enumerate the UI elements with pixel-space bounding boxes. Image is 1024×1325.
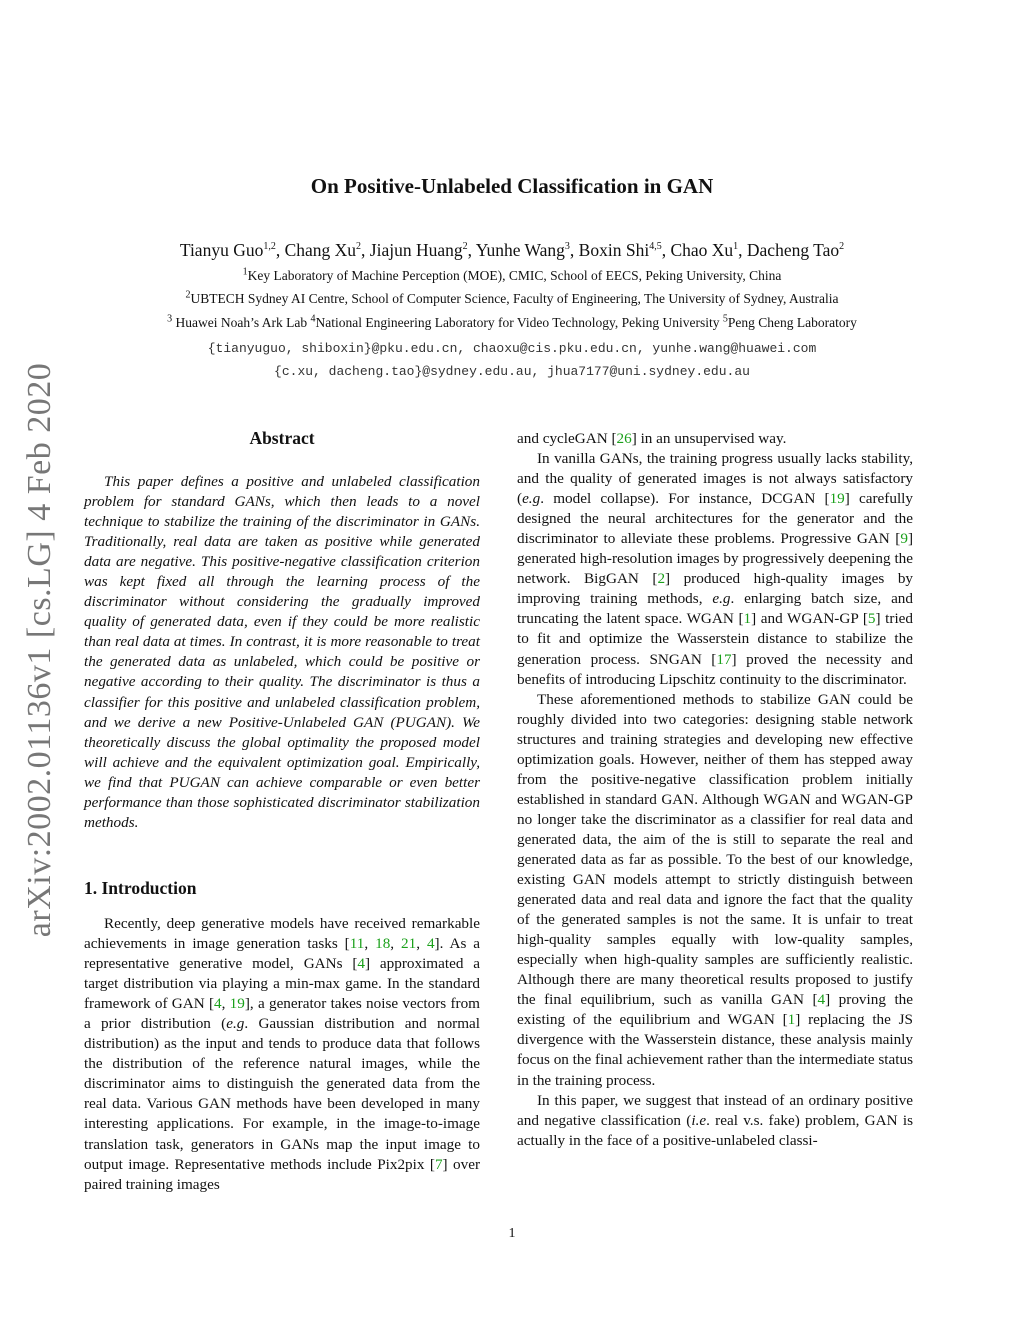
right-column xyxy=(517,429,913,1151)
citation-link[interactable]: 11 xyxy=(349,935,365,953)
citation-link[interactable]: 2 xyxy=(657,570,666,588)
body-text: , xyxy=(390,935,402,953)
section-heading-introduction: 1. Introduction xyxy=(84,878,197,898)
body-text: ]. As a representative generative model, GANs [ xyxy=(84,935,481,973)
abstract-heading: Abstract xyxy=(249,428,315,448)
author-name: Boxin Shi xyxy=(578,240,650,260)
author-separator: , xyxy=(569,240,579,260)
author-separator: , xyxy=(361,240,370,260)
citation-link[interactable]: 21 xyxy=(401,935,417,953)
body-text: ] tried to fit and optimize the Wasserstein distance to stabilize the generation process. SNGAN [ xyxy=(517,610,913,668)
citation-link[interactable]: 1 xyxy=(743,610,752,628)
body-text: . enlarging batch size, and truncating the latent space. WGAN [ xyxy=(517,590,913,628)
body-text: In this paper, we suggest that instead of an ordinary positive and negative classification ( xyxy=(517,1091,913,1129)
author-affiliation-mark: 3 xyxy=(564,241,570,253)
body-text: . model collapse). For instance, DCGAN [ xyxy=(540,490,830,508)
intro-paragraph-1 xyxy=(84,914,480,1195)
citation-link[interactable]: 4 xyxy=(214,995,222,1013)
body-text: ] and WGAN-GP [ xyxy=(751,610,868,628)
author-affiliation-mark: 2 xyxy=(839,241,845,253)
author-list xyxy=(0,240,1024,261)
citation-link[interactable]: 4 xyxy=(426,935,435,953)
author-name: Dacheng Tao xyxy=(746,240,840,260)
body-text: Recently, deep generative models have received remarkable achievements in image generation tasks [ xyxy=(84,915,480,953)
body-text: and cycleGAN [ xyxy=(517,430,617,447)
author-separator: , xyxy=(275,240,285,260)
body-text: ] approximated a target distribution via playing a min-max game. In the standard framework of GAN [ xyxy=(84,955,480,1013)
affiliation-1: $^1$Key Laboratory of Machine Perception (MOE), CMIC, School of EECS, Peking University, China xyxy=(242,266,782,283)
italic-text: e.g xyxy=(522,490,541,508)
body-text: ] carefully designed the neural architectures for the generator and the discriminator to alleviate these problems. Progressive GAN [ xyxy=(517,490,913,548)
citation-link[interactable]: 17 xyxy=(716,650,732,668)
author-name: Chao Xu xyxy=(670,240,734,260)
body-text: In vanilla GANs, the training progress usually lacks stability, and the quality of generated images is not always satisfactory ( xyxy=(517,450,913,508)
citation-link[interactable]: 4 xyxy=(357,955,366,973)
body-text: ] over paired training images xyxy=(84,1155,481,1193)
citation-link[interactable]: 5 xyxy=(867,610,876,628)
affiliation-2: $^2$UBTECH Sydney AI Centre, School of Computer Science, Faculty of Engineering, The University of Sydney, Australia xyxy=(185,289,839,306)
email-line-2: {c.xu, dacheng.tao}@sydney.edu.au, jhua7177@uni.sydney.edu.au xyxy=(274,364,750,379)
paper-title: On Positive-Unlabeled Classification in GAN xyxy=(310,174,714,198)
body-text: , xyxy=(416,935,427,953)
author-name: Yunhe Wang xyxy=(475,240,565,260)
body-text: ] proving the existing of the equilibrium and WGAN [ xyxy=(517,991,914,1029)
arxiv-stamp: arXiv:2002.01136v1 [cs.LG] 4 Feb 2020 xyxy=(21,362,58,938)
author-affiliation-mark: 4,5 xyxy=(649,241,662,253)
abstract-body: This paper defines a positive and unlabeled classification problem for standard GANs, which then leads to a novel technique to stabilize the training of the discriminator in GANs. Traditionally, real data are taken as positive while generated data are negative. This positive-negative classification criterion was kept fixed all through the learning process of the discriminator without considering the gradually improved quality of generated data, even if they could be more realistic than real data at times. In contrast, it is more reasonable to treat the generated data as unlabeled, which could be positive or negative according to their quality. The discriminator is thus a classifier for this positive and unlabeled classification problem, and we derive a new Positive-Unlabeled GAN (PUGAN). We theoretically discuss the global optimality the proposed model will achieve and the equivalent optimization goal. Empirically, we find that PUGAN can achieve comparable or even better performance than those sophisticated discriminator stabilization methods. xyxy=(84,473,480,831)
author-affiliation-mark: 2 xyxy=(356,241,362,253)
intro-paragraph-1-continued xyxy=(517,429,913,449)
intro-paragraph-3 xyxy=(517,690,913,1091)
italic-text: e.g xyxy=(712,590,731,608)
author-name: Chang Xu xyxy=(284,240,357,260)
citation-link[interactable]: 7 xyxy=(434,1155,443,1173)
email-line-1: {tianyuguo, shiboxin}@pku.edu.cn, chaoxu@cis.pku.edu.cn, yunhe.wang@huawei.com xyxy=(207,341,817,356)
author-affiliation-mark: 2 xyxy=(462,241,468,253)
citation-link[interactable]: 4 xyxy=(817,991,826,1009)
body-text: . Gaussian distribution and normal distribution) as the input and tends to produce data that follows the distribution of the reference natural images, while the discriminator aims to distinguish the generated data from the real data. Various GAN methods have been developed in many interesting applications. For example, in the image-to-image translation task, generators in GANs map the input image to output image. Representative methods include Pix2pix [ xyxy=(84,1015,480,1173)
author-separator: , xyxy=(661,240,671,260)
body-text: ] produced high-quality images by improving training methods, xyxy=(517,570,914,608)
citation-link[interactable]: 18 xyxy=(375,935,391,953)
author-separator: , xyxy=(738,240,747,260)
author-separator: , xyxy=(467,240,476,260)
body-text: ], a generator takes noise vectors from a prior distribution ( xyxy=(84,995,480,1033)
citation-link[interactable]: 19 xyxy=(229,995,245,1013)
body-text: ] replacing the JS divergence with the Wasserstein distance, these analysis mainly focus on the final achievement rather than the intermediate status in the training process. xyxy=(517,1011,913,1089)
italic-text: i.e xyxy=(691,1111,707,1129)
intro-paragraph-4 xyxy=(517,1091,913,1151)
citation-link[interactable]: 19 xyxy=(829,490,845,508)
page-number: 1 xyxy=(508,1226,516,1241)
italic-text: e.g xyxy=(226,1015,245,1033)
author-name: Jiajun Huang xyxy=(369,240,463,260)
affiliation-3: $^3$ Huawei Noah’s Ark Lab $^4$National Engineering Laboratory for Video Technology, Peking University $^5$Peng Cheng Laboratory xyxy=(167,313,857,330)
citation-link[interactable]: 9 xyxy=(900,530,908,548)
intro-paragraph-2 xyxy=(517,449,913,690)
author-name: Tianyu Guo xyxy=(179,240,264,260)
body-text: . real v.s. fake) problem, GAN is actually in the face of a positive-unlabeled classi- xyxy=(517,1111,913,1149)
body-text: , xyxy=(364,935,376,953)
author-affiliation-mark: 1,2 xyxy=(263,241,276,253)
body-text: ] generated high-resolution images by progressively deepening the network. BigGAN [ xyxy=(517,530,913,588)
body-text: , xyxy=(221,995,230,1013)
citation-link[interactable]: 1 xyxy=(787,1011,796,1029)
body-text: These aforementioned methods to stabilize GAN could be roughly divided into two categories: designing stable network structures and training strategies and developing new effective optimization goals. However, neither of them has stepped away from the positive-negative classification problem initially established in standard GAN. Although WGAN and WGAN-GP no longer take the discriminator as a classifier for real data and generated data, the aim of the is still to separate the real and generated data as far as possible. To the best of our knowledge, existing GAN models attempt to strictly distinguish between generated data and real data and ignore the fact that the quality of the generated samples is not the same. It is unfair to treat high-quality samples equally with low-quality samples, especially when high-quality samples are sufficiently realistic. Although there are many theoretical results proposed to justify the final equilibrium, such as vanilla GAN [ xyxy=(517,690,913,1009)
citation-link[interactable]: 26 xyxy=(616,430,632,447)
body-text: ] proved the necessity and benefits of introducing Lipschitz continuity to the discriminator. xyxy=(517,650,913,688)
author-affiliation-mark: 1 xyxy=(733,241,739,253)
body-text: ] in an unsupervised way. xyxy=(631,430,787,447)
